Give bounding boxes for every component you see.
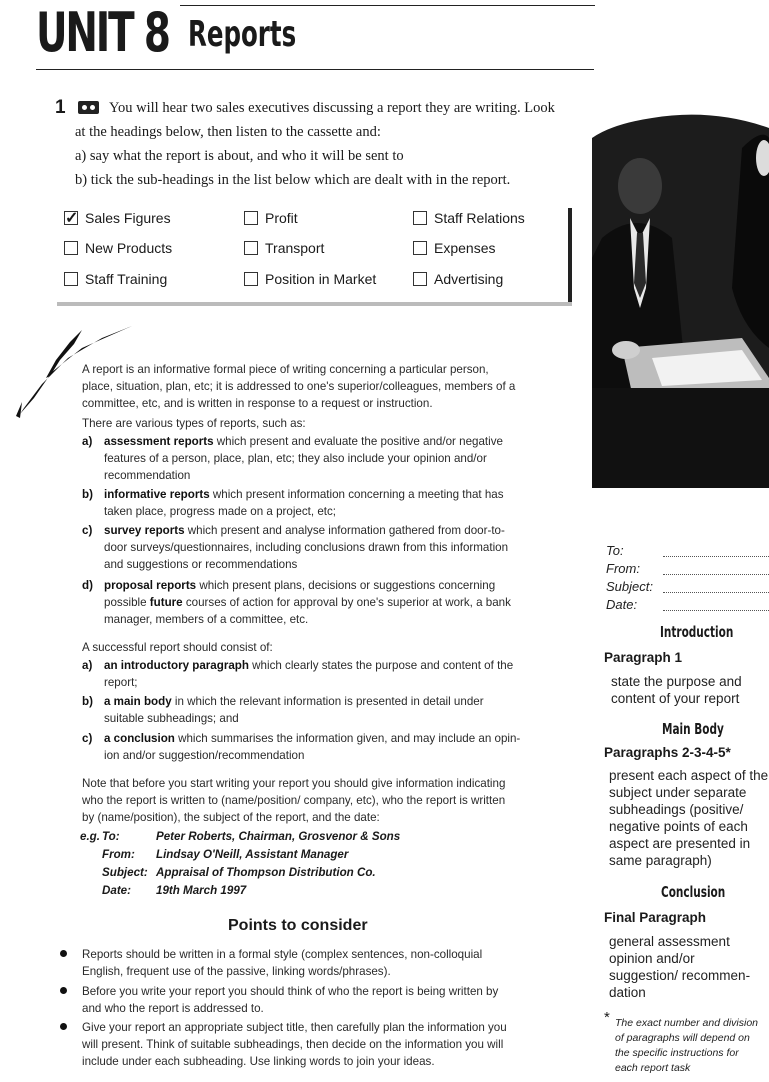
conclusion-text: general assessment opinion and/or suggestion/ recommen- dation (609, 934, 751, 1000)
eg-key-date: Date: (102, 884, 131, 897)
business-meeting-photo (592, 88, 769, 488)
checklist-item-position-in-market[interactable] (244, 271, 376, 287)
list-item: Give your report an appropriate subject title, then carefully plan the information you will present. Think of suitable subheadings, then decide on the information you will include under each subheading. Use linking words to join your ideas. (82, 1019, 507, 1070)
main-body-text: present each aspect of the subject under separate subheadings (positive/ negative points of each aspect are presented in same paragraph) (609, 768, 769, 868)
checklist-divider (57, 302, 572, 306)
instruction-line-2: at the headings below, then listen to the cassette and: (75, 124, 381, 140)
checkbox[interactable] (64, 272, 78, 286)
checklist-label: Transport (265, 240, 325, 256)
conclusion-paragraph-label: Final Paragraph (604, 910, 707, 925)
note-paragraph: Note that before you start writing your report you should give information indicating who the report is written to (name/position/ company, etc), who the report is written by (name/position), the subject of the report, and the date: (82, 777, 506, 824)
bullet-icon (60, 1023, 67, 1030)
main-body-heading: Main Body (662, 720, 724, 738)
exercise-number: 1 (55, 97, 66, 118)
eg-value-from: Lindsay O'Neill, Assistant Manager (156, 848, 349, 861)
list-item: b) a main body in which the relevant information is presented in detail under suitable subheadings; and (82, 695, 484, 725)
list-item: c) survey reports which present and analyse information gathered from door-to- door surveys/questionnaires, including conclusions drawn from this information and suggestions or recommendations (82, 524, 509, 571)
list-item: b) informative reports which present information concerning a meeting that has taken place, progress made on a project, etc; (82, 488, 504, 518)
checklist-label: Sales Figures (85, 210, 171, 226)
list-item: a) an introductory paragraph which clearly states the purpose and content of the report; (82, 659, 514, 689)
page-title: Reports (188, 14, 297, 55)
template-field-subject: Subject: (606, 579, 653, 594)
list-item: c) a conclusion which summarises the information given, and may include an opin- ion and/or suggestion/recommendation (82, 732, 521, 762)
introduction-heading: Introduction (660, 623, 734, 641)
checklist-label: Staff Training (85, 271, 168, 287)
template-field-line (663, 601, 769, 611)
instruction-line-b: b) tick the sub-headings in the list below which are dealt with in the report. (75, 172, 511, 188)
checkbox-checked[interactable] (64, 211, 78, 225)
bullet-icon (60, 987, 67, 994)
header-rule-top (180, 5, 595, 6)
introduction-text: state the purpose and content of your report (611, 674, 742, 706)
structure-intro: A successful report should consist of: (82, 641, 273, 654)
checklist-item-new-products[interactable] (64, 240, 172, 256)
introduction-paragraph-label: Paragraph 1 (604, 650, 683, 665)
checklist-label: Staff Relations (434, 210, 525, 226)
footnote-text: The exact number and division of paragraphs will depend on the specific instructions for each report task (615, 1017, 758, 1074)
list-item: a) assessment reports which present and evaluate the positive and/or negative features of a person, place, plan, etc; they also include your opinion and/or recommendation (82, 435, 503, 482)
intro-paragraph: A report is an informative formal piece of writing concerning a particular person, place, situation, plan, etc; it is addressed to one's superior/colleagues, members of a committee, etc, and is written in response to a request or instruction. (82, 363, 516, 410)
list-item: d) proposal reports which present plans, decisions or suggestions concerning possible future courses of action for approval by one's superior at work, a bank manager, members of a committee, etc. (82, 579, 511, 626)
template-field-line (663, 565, 769, 575)
eg-key-from: From: (102, 848, 135, 861)
eg-key-subject: Subject: (102, 866, 148, 879)
template-field-from: From: (606, 561, 640, 576)
types-intro: There are various types of reports, such as: (82, 417, 306, 430)
eg-value-subject: Appraisal of Thompson Distribution Co. (156, 866, 376, 879)
checklist-item-staff-training[interactable] (64, 271, 167, 287)
template-field-to: To: (606, 543, 624, 558)
footnote-star: * (604, 1009, 610, 1026)
checklist-label: New Products (85, 240, 173, 256)
points-title: Points to consider (228, 917, 368, 934)
checkbox[interactable] (244, 272, 258, 286)
checklist-label: Profit (265, 210, 298, 226)
bullet-icon (60, 950, 67, 957)
checklist-label: Position in Market (265, 271, 377, 287)
conclusion-heading: Conclusion (661, 883, 726, 901)
checkbox[interactable] (413, 272, 427, 286)
instruction-line-a: a) say what the report is about, and who it will be sent to (75, 148, 404, 164)
checkbox[interactable] (64, 241, 78, 255)
checklist-item-transport[interactable] (244, 240, 324, 256)
checklist-shadow (568, 208, 572, 306)
checkbox[interactable] (244, 211, 258, 225)
checklist-item-staff-relations[interactable] (413, 210, 525, 226)
checklist-item-sales-figures[interactable] (64, 210, 171, 226)
eg-value-date: 19th March 1997 (156, 884, 247, 897)
checklist-item-expenses[interactable] (413, 240, 495, 256)
main-body-paragraph-label: Paragraphs 2-3-4-5* (604, 745, 731, 760)
list-item: Before you write your report you should think of who the report is being written by and who the report is addressed to. (82, 983, 498, 1017)
list-item: Reports should be written in a formal style (complex sentences, non-colloquial English, frequent use of the passive, linking words/phrases). (82, 946, 482, 980)
checklist-item-profit[interactable] (244, 210, 298, 226)
instruction-line-1: You will hear two sales executives discussing a report they are writing. Look (109, 100, 555, 116)
checklist-label: Expenses (434, 240, 496, 256)
template-field-line (663, 547, 769, 557)
checklist-label: Advertising (434, 271, 504, 287)
template-field-date: Date: (606, 597, 638, 612)
template-field-line (663, 583, 769, 593)
unit-label: UNIT 8 (36, 1, 169, 64)
checkbox[interactable] (413, 211, 427, 225)
eg-value-to: Peter Roberts, Chairman, Grosvenor & Sons (156, 830, 401, 843)
checklist-item-advertising[interactable] (413, 271, 503, 287)
checkbox[interactable] (413, 241, 427, 255)
eg-prefix: e.g. (80, 830, 100, 843)
cassette-icon (78, 101, 99, 114)
header-rule (36, 69, 594, 70)
eg-key-to: To: (102, 830, 120, 843)
checkbox[interactable] (244, 241, 258, 255)
